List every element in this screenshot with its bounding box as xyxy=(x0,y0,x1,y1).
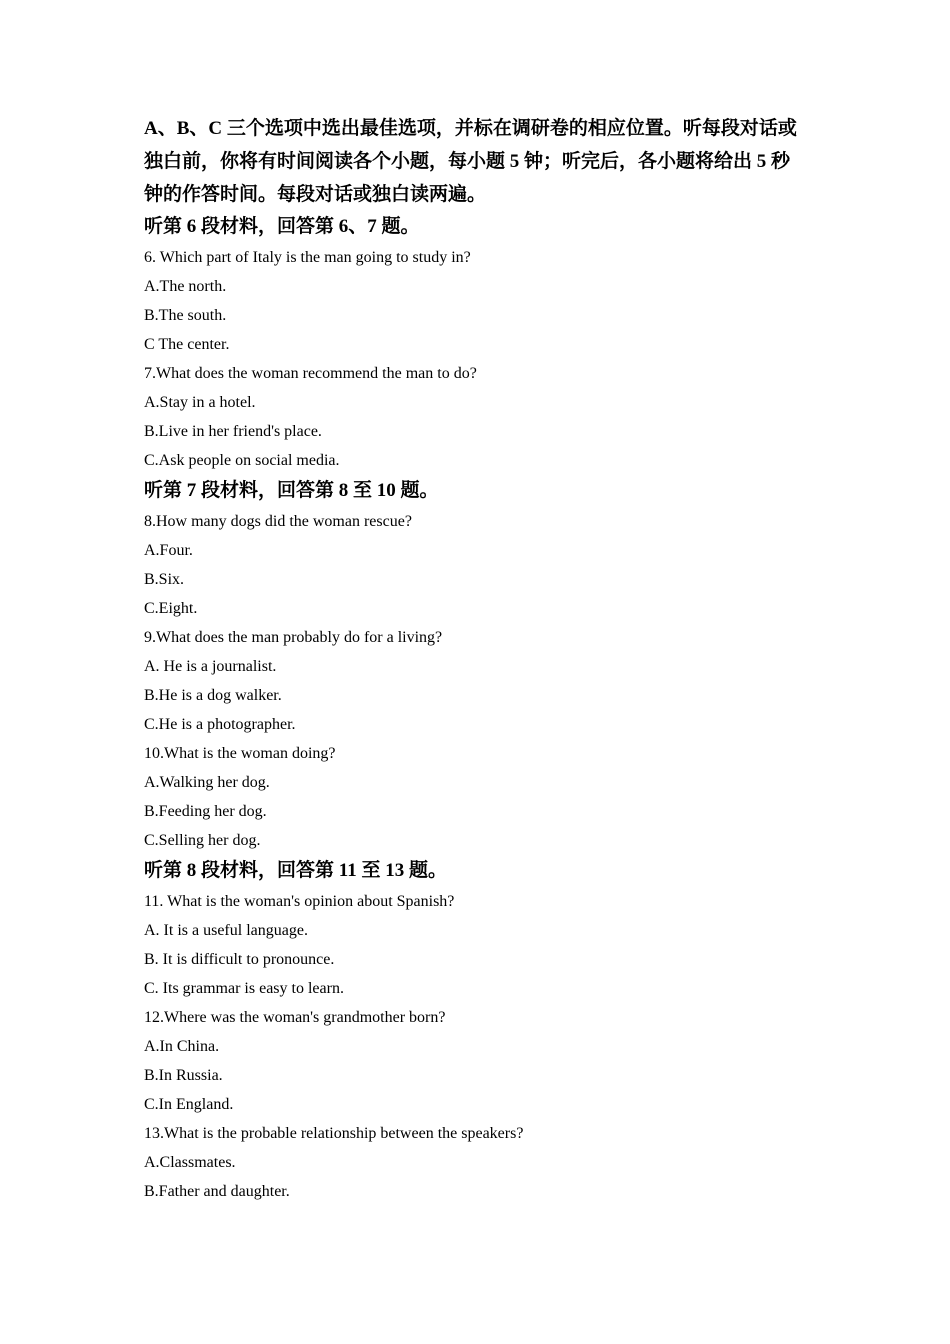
section-8 xyxy=(144,855,809,1206)
question-12: 12.Where was the woman's grandmother born? xyxy=(144,1009,446,1026)
option: B.The south. xyxy=(144,307,227,324)
instruction-line: 独白前，你将有时间阅读各个小题，每小题 5 钟；听完后，各小题将给出 5 秒 xyxy=(144,151,791,172)
option: A.Walking her dog. xyxy=(144,774,270,791)
option: A.Classmates. xyxy=(144,1154,236,1171)
instruction-line: 钟的作答时间。每段对话或独白读两遍。 xyxy=(144,184,487,205)
section-heading: 听第 6 段材料，回答第 6、7 题。 xyxy=(144,216,420,237)
section-heading: 听第 8 段材料，回答第 11 至 13 题。 xyxy=(144,860,447,881)
question-11: 11. What is the woman's opinion about Spanish? xyxy=(144,893,455,910)
question-6: 6. Which part of Italy is the man going to study in? xyxy=(144,249,471,266)
instructions xyxy=(144,112,809,211)
option: C.In England. xyxy=(144,1096,234,1113)
option: B.He is a dog walker. xyxy=(144,687,282,704)
option: C.Eight. xyxy=(144,600,198,617)
option: A.The north. xyxy=(144,278,227,295)
option: B.Live in her friend's place. xyxy=(144,423,322,440)
option: A.Four. xyxy=(144,542,193,559)
question-9: 9.What does the man probably do for a living? xyxy=(144,629,443,646)
option: C.Ask people on social media. xyxy=(144,452,340,469)
option: B.Six. xyxy=(144,571,185,588)
option: B.In Russia. xyxy=(144,1067,223,1084)
option: B.Father and daughter. xyxy=(144,1183,290,1200)
option: A.In China. xyxy=(144,1038,220,1055)
section-7 xyxy=(144,475,809,855)
option: B.Feeding her dog. xyxy=(144,803,267,820)
option: B. It is difficult to pronounce. xyxy=(144,951,335,968)
option: A. It is a useful language. xyxy=(144,922,308,939)
question-10: 10.What is the woman doing? xyxy=(144,745,336,762)
question-7: 7.What does the woman recommend the man to do? xyxy=(144,365,477,382)
question-13: 13.What is the probable relationship between the speakers? xyxy=(144,1125,524,1142)
option: C. Its grammar is easy to learn. xyxy=(144,980,344,997)
question-8: 8.How many dogs did the woman rescue? xyxy=(144,513,412,530)
option: A.Stay in a hotel. xyxy=(144,394,256,411)
option: C The center. xyxy=(144,336,230,353)
option: A. He is a journalist. xyxy=(144,658,277,675)
document-page xyxy=(144,112,809,1206)
option: C.Selling her dog. xyxy=(144,832,261,849)
section-heading: 听第 7 段材料，回答第 8 至 10 题。 xyxy=(144,480,439,501)
option: C.He is a photographer. xyxy=(144,716,296,733)
section-6 xyxy=(144,211,809,475)
instruction-line: A、B、C 三个选项中选出最佳选项，并标在调研卷的相应位置。听每段对话或 xyxy=(144,118,797,139)
